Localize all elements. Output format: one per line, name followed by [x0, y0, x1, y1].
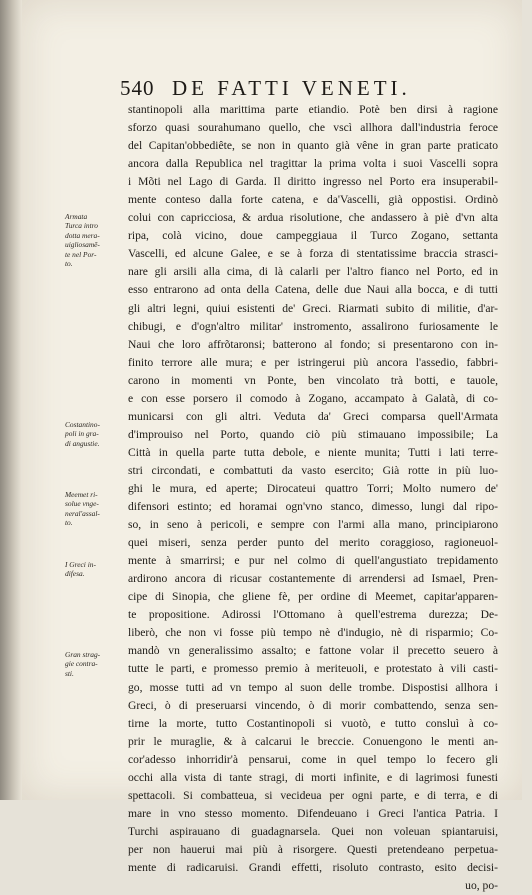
marginal-note-costantinopoli: Costantino- poli in gra- di angustie.: [65, 420, 100, 448]
text-line: mare in vno stesso momento. Difendeuano i Greci l'antica Patria. I: [128, 806, 498, 820]
page-number: 540: [120, 76, 155, 100]
text-line: so, in seno à pericoli, e sempre con l'armi alla mano, principiarono: [128, 518, 498, 532]
text-line: stantinopoli alla marittima parte etiandio. Potè ben dirsi à ragione: [128, 103, 498, 116]
text-line: per non hauerui mai più à risorgere. Questi pretendeano perpetua-: [128, 842, 498, 856]
text-line: esso entrarono ad onta della Catena, delle due Naui alla bocca, e di tutti: [128, 283, 498, 297]
marginal-note-meemet: Meemet ri- solue vnge- neral'assal- to.: [65, 490, 100, 528]
text-line: mente di radicaruisi. Grandi effetti, risoluto contrasto, esito decisi-: [128, 860, 498, 874]
text-line: Greci, ò di preseruarsi vincendo, ò di morir combattendo, senza sen-: [128, 698, 498, 712]
text-line: uo, po-: [465, 879, 498, 893]
text-line: e con esse porsero il comodo à Zogano, accampato à Galatà, di co-: [128, 391, 498, 405]
text-line: carono in momenti vn Ponte, ben vincolato trà botti, e tauole,: [128, 373, 498, 387]
text-line: mandò vn generalissimo assalto; e fattone volar il precetto seuero à: [128, 644, 498, 658]
text-line: d'improuiso nel Porto, quando ciò più stimauano impossibile; La: [128, 427, 498, 441]
text-line: te propositione. Adirossi l'Ottomano à quell'estrema durezza; De-: [128, 608, 498, 622]
text-line: Turchi aspirauano di guadagnarsela. Quei non voleuan spiantaruisi,: [128, 824, 498, 838]
text-line: ghi le mura, ed aperte; Dirocateui quattro Torri; Molto numero de': [128, 481, 498, 495]
text-line: Vascelli, ed alcune Galee, e se à forza di stentatissime braccia strasci-: [128, 247, 498, 261]
text-line: ripa, colà vicino, doue campeggiaua il Turco Zogano, settanta: [128, 229, 498, 243]
text-line: nare gli arsili alla cima, di là calarli per l'altro fianco nel Porto, ed in: [128, 265, 498, 279]
text-line: del Capitan'obbediête, se non in quanto già vêne in gran parte praticato: [128, 139, 498, 153]
text-line: cipe di Sinopia, che gliene fè, per ordine di Meemet, capitar'apparen-: [128, 590, 498, 604]
text-line: difensori estinto; ed horamai ogn'vno stanco, dimesso, lungi dal ripo-: [128, 500, 498, 514]
text-line: ancora dalla Republica nel tragittar la prima volta i suoi Vascelli sopra: [128, 157, 498, 171]
text-line: ardirono ancora di ricusar costantemente di arrendersi ad Ismael, Pren-: [128, 572, 498, 586]
text-line: sforzo quasi sourahumano quello, che vscì allhora dall'industria feroce: [128, 121, 498, 135]
text-line: colui con capricciosa, & ardua risolutione, che andassero à piè d'vn alta: [128, 211, 498, 225]
text-line: i Mõti nel Lago di Garda. Il diritto ingresso nel Porto era insuperabil-: [128, 175, 498, 189]
text-line: tutte le parti, e promesso premio à meriteuoli, e protestato à vili casti-: [128, 662, 498, 676]
text-line: gli altri legni, quiui esistenti de' Greci. Riarmati subito di militie, d'ar-: [128, 301, 498, 315]
text-line: mente à smarrirsi; e pur nel colmo di quell'angustiato trepidamento: [128, 554, 498, 568]
text-line: quei miseri, senza perder punto del merito coraggioso, ragioneuol-: [128, 536, 498, 550]
page-header: [120, 76, 450, 100]
text-line: mente conteso dalla forte catena, e da'Vascelli, già oppostisi. Ordinò: [128, 193, 498, 207]
marginal-note-stragie: Gran strag- gie contra- sti.: [65, 650, 101, 678]
text-line: cor'adesso inhorridir'à pensarui, come in quel tempo lo fecero gli: [128, 752, 498, 766]
text-line: prir le muraglie, & à calcarui le breccie. Conuengono le menti an-: [128, 734, 498, 748]
text-line: chibugi, e d'ogn'altro militar' instromento, assalirono furiosamente le: [128, 319, 498, 333]
text-line: Naui che loro affrõtaronsi; batterono al fondo; si presentarono con in-: [128, 337, 498, 351]
running-title: DE FATTI VENETI.: [172, 76, 411, 100]
text-line: spettacoli. Si combatteua, si vecideua per ogni parte, e di terra, e di: [128, 788, 498, 802]
marginal-note-greci: I Greci in- difesa.: [65, 560, 96, 579]
text-line: municarsi con gli altri. Veduta da' Greci comparsa quell'Armata: [128, 409, 498, 423]
text-line: occhi alla vista di tante stragi, di morti infinite, e di lagrimosi funesti: [128, 770, 498, 784]
text-line: tirne la morte, tutto Costantinopoli si vuotò, e tutto consluì à co-: [128, 716, 498, 730]
text-line: stri circondati, e combattuti da vasto esercito; Già rotte in più luo-: [128, 463, 498, 477]
text-line: liberò, che non vi fosse più tempo nè d'indugio, nè di risparmio; Co-: [128, 626, 498, 640]
marginal-note-armata: Armata Turca intro dotta mera- uigliosamē- te nel Por- to.: [65, 212, 100, 269]
text-line: Città in quella parte tutta debole, e niente munita; Tutti i lati terre-: [128, 445, 498, 459]
text-line: finito terrore alle mura; e per istringerui più ancora l'assedio, fabbri-: [128, 355, 498, 369]
text-line: go, mosse tutti ad vn tempo al suon delle trombe. Dispostisi allhora i: [128, 680, 498, 694]
book-gutter: [0, 0, 22, 800]
body-text: [128, 101, 498, 895]
